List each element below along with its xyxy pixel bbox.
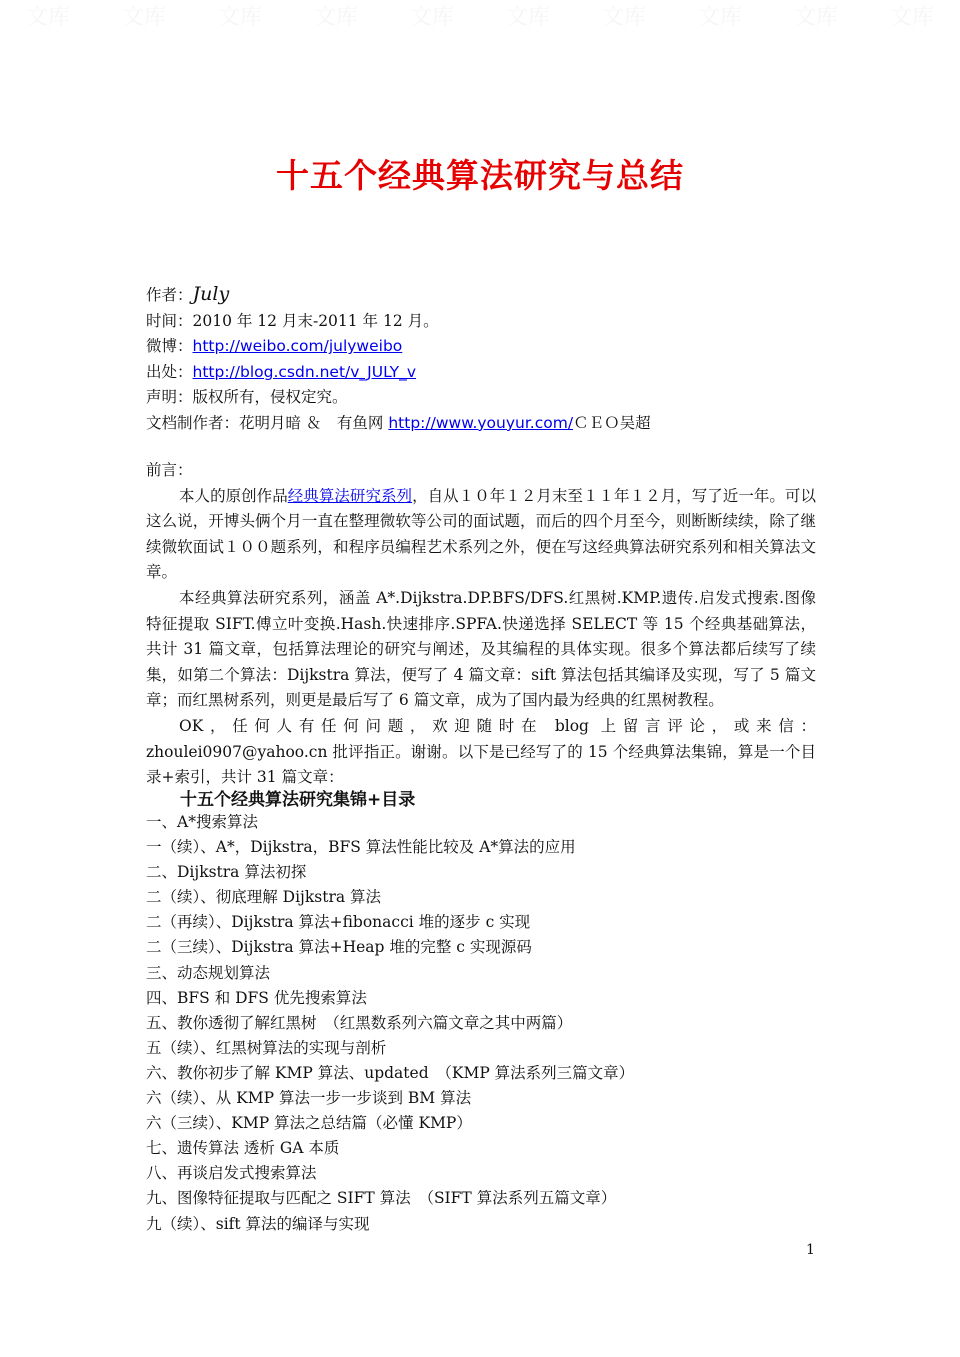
toc-item: 三、动态规划算法 <box>146 963 271 982</box>
watermark: 文库 <box>889 5 934 30</box>
toc-item: 六（三续）、KMP 算法之总结篇（必懂 KMP） <box>146 1114 472 1133</box>
toc-item: 二（三续）、Dijkstra 算法+Heap 堆的完整 c 实现源码 <box>146 938 532 957</box>
preface-text: 本人的原创作品 <box>179 486 288 505</box>
watermark: 文库 <box>793 5 838 30</box>
toc-item: 五、教你透彻了解红黑树 （红黑数系列六篇文章之其中两篇） <box>146 1013 573 1032</box>
watermark: 文库 <box>409 5 454 30</box>
toc-item: 六（续）、从 KMP 算法一步一步谈到 BM 算法 <box>146 1089 472 1108</box>
toc-item: 六、教你初步了解 KMP 算法、updated （KMP 算法系列三篇文章） <box>146 1063 635 1082</box>
maker-label: 文档制作者：花明月暗 ＆ 有鱼网 <box>146 413 389 432</box>
watermark: 文库 <box>25 5 70 30</box>
source-label: 出处： <box>146 362 193 381</box>
toc-item: 七、遗传算法 透析 GA 本质 <box>146 1139 340 1158</box>
watermark: 文库 <box>505 5 550 30</box>
watermark: 文库 <box>313 5 358 30</box>
weibo-row <box>146 334 826 360</box>
preface-section <box>146 458 816 791</box>
time-row: 时间：2010 年 12 月末-2011 年 12 月。 <box>146 311 439 330</box>
watermark: 文库 <box>601 5 646 30</box>
preface-text: ，自从１０年１２月末至１１年１２月，写了近一年。可以这么说，开博头俩个月一直在整理微软等公司的面试题，而后的四个月至今，则断断续续，除了继续微软面试１００题系列，和程序员编程艺术系列之外，便在写这经典算法研究系列和相关算法文章。 <box>146 486 816 582</box>
maker-link[interactable]: http://www.youyur.com/ <box>388 413 574 432</box>
toc-item: 九（续）、sift 算法的编译与实现 <box>146 1214 370 1233</box>
toc-item: 一（续）、A*，Dijkstra，BFS 算法性能比较及 A*算法的应用 <box>146 838 576 857</box>
preface-paragraph-1 <box>146 484 816 586</box>
watermark: 文库 <box>121 5 166 30</box>
toc-item: 九、图像特征提取与匹配之 SIFT 算法 （SIFT 算法系列五篇文章） <box>146 1189 617 1208</box>
statement-row: 声明：版权所有，侵权定究。 <box>146 388 348 407</box>
maker-row <box>146 411 826 437</box>
page-number: 1 <box>806 1242 815 1258</box>
preface-label: 前言： <box>146 461 193 479</box>
maker-suffix: ＣＥＯ吴超 <box>573 413 651 432</box>
toc-item: 二、Dijkstra 算法初探 <box>146 863 307 882</box>
watermark-strip <box>0 0 960 30</box>
author-label: 作者： <box>146 286 193 304</box>
document-title: 十五个经典算法研究与总结 <box>276 156 684 195</box>
toc-item: 五（续）、红黑树算法的实现与剖析 <box>146 1038 387 1057</box>
document-meta <box>146 282 826 437</box>
source-row <box>146 360 826 386</box>
author-name: July <box>192 283 230 305</box>
source-link[interactable]: http://blog.csdn.net/v_JULY_v <box>192 362 417 381</box>
weibo-label: 微博： <box>146 337 193 356</box>
author-row <box>146 282 826 309</box>
toc-item: 二（再续）、Dijkstra 算法+fibonacci 堆的逐步 c 实现 <box>146 913 531 932</box>
preface-paragraph-3: OK，任何人有任何问题，欢迎随时在 blog 上留言评论，或来信：zhoulei0907@yahoo.cn 批评指正。谢谢。以下是已经写了的 15 个经典算法集锦，算是一个目录+索引，共计 31 篇文章： <box>146 716 816 787</box>
watermark: 文库 <box>697 5 742 30</box>
toc-item: 四、BFS 和 DFS 优先搜索算法 <box>146 988 367 1007</box>
preface-paragraph-2: 本经典算法研究系列，涵盖 A*.Dijkstra.DP.BFS/DFS.红黑树.KMP.遗传.启发式搜索.图像特征提取 SIFT.傅立叶变换.Hash.快速排序.SPFA.快递选择 SELECT 等 15 个经典基础算法，共计 31 篇文章，包括算法理论的研究与阐述，及其编程的具体实现。很多个算法都后续写了续集，如第二个算法：Dijkstra 算法，便写了 4 篇文章：sift 算法包括其编译及实现，写了 5 篇文章；而红黑树系列，则更是最后写了 6 篇文章，成为了国内最为经典的红黑树教程。 <box>146 588 816 710</box>
toc-list <box>146 810 826 1237</box>
toc-item: 八、再谈启发式搜索算法 <box>146 1164 317 1183</box>
series-link[interactable]: 经典算法研究系列 <box>287 486 413 505</box>
toc-title: 十五个经典算法研究集锦+目录 <box>180 790 416 810</box>
watermark: 文库 <box>217 5 262 30</box>
weibo-link[interactable]: http://weibo.com/julyweibo <box>192 337 403 356</box>
toc-item: 一、A*搜索算法 <box>146 813 258 831</box>
toc-item: 二（续）、彻底理解 Dijkstra 算法 <box>146 888 382 907</box>
